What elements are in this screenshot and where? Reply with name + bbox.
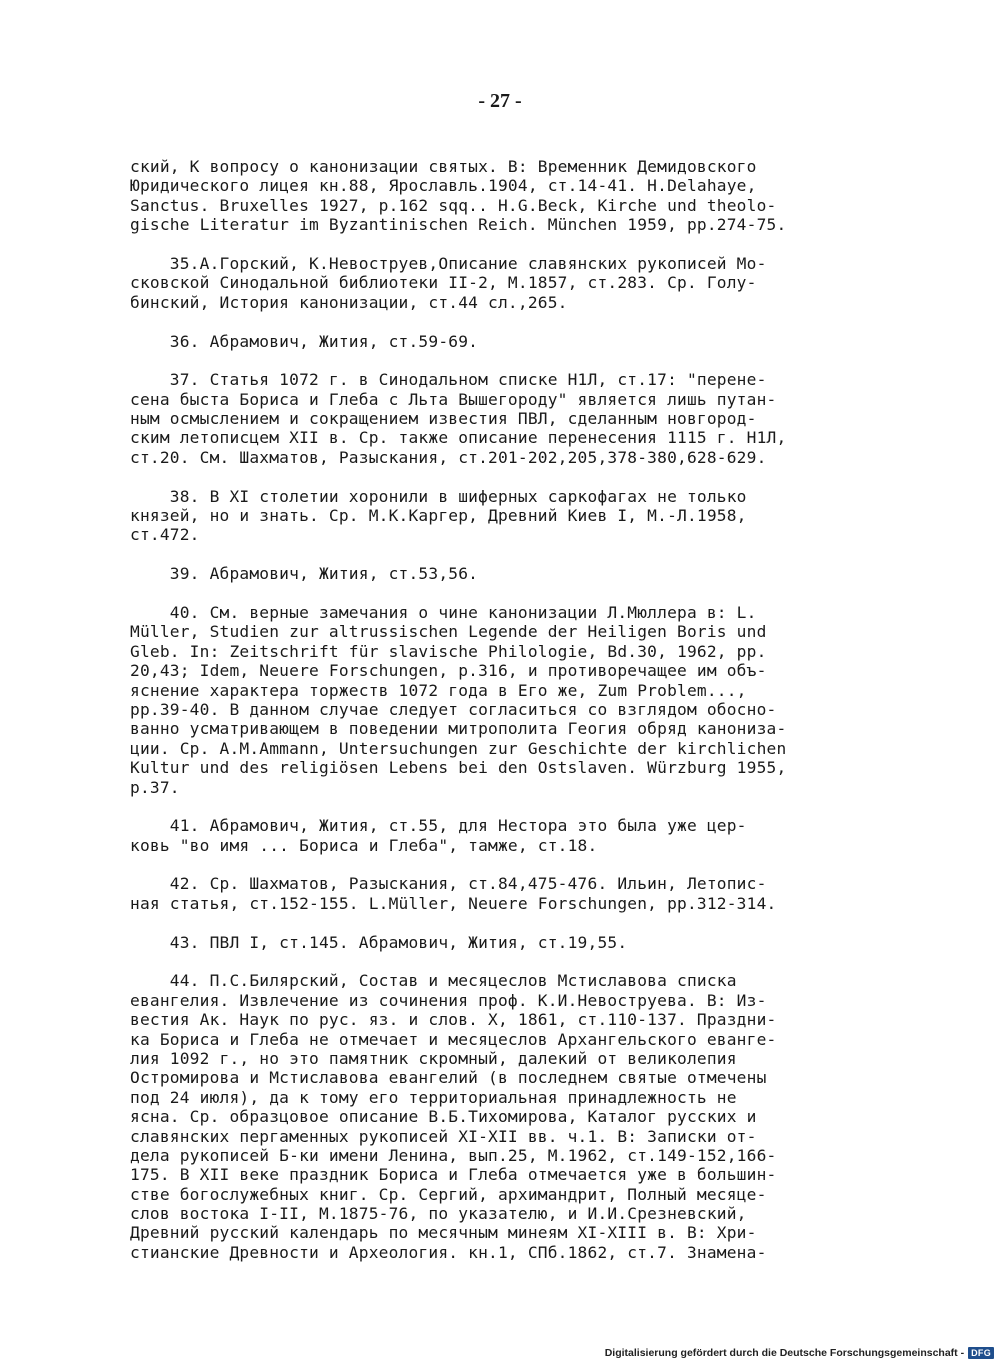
text-line: 175. В XII веке праздник Бориса и Глеба отмечается уже в большин- <box>130 1165 777 1185</box>
text-line: 35.А.Горский, К.Невоструев,Описание славянских рукописей Мо- <box>130 253 767 273</box>
text-line: ст.20. См. Шахматов, Разыскания, ст.201-202,205,378-380,628-629. <box>130 447 767 467</box>
text-line: 36. Абрамович, Жития, ст.59-69. <box>130 331 479 351</box>
text-line: ский, К вопросу о канонизации святых. В: Временник Демидовского <box>130 157 757 176</box>
text-line: евангелия. Извлечение из сочинения проф. К.И.Невоструева. В: Из- <box>130 990 767 1010</box>
text-line: князей, но и знать. Ср. М.К.Каргер, Древний Киев I, М.-Л.1958, <box>130 506 747 526</box>
footnote-paragraph <box>130 874 910 913</box>
footnote-paragraph <box>130 564 910 583</box>
text-line: яснение характера торжеств 1072 года в Его же, Zum Problem..., <box>130 680 747 700</box>
text-line: ции. Ср. A.M.Ammann, Untersuchungen zur Geschichte der kirchlichen <box>130 738 787 758</box>
footnote-paragraph <box>130 370 910 467</box>
paragraph-gap <box>130 855 910 874</box>
dfg-logo: DFG <box>968 1347 994 1359</box>
text-line: славянских пергаменных рукописей XI-XII вв. ч.1. В: Записки от- <box>130 1126 757 1146</box>
footnote-paragraph <box>130 933 910 952</box>
text-line: Müller, Studien zur altrussischen Legende der Heiligen Boris und <box>130 622 767 642</box>
text-line: 40. См. верные замечания о чине канонизации Л.Мюллера в: L. <box>130 602 757 622</box>
text-line: ским летописцем XII в. Ср. также описание перенесения 1115 г. Н1Л, <box>130 428 787 448</box>
text-line: 43. ПВЛ I, ст.145. Абрамович, Жития, ст.19,55. <box>130 932 628 952</box>
text-line: стианские Древности и Археология. кн.1, СПб.1862, ст.7. Знамена- <box>130 1242 767 1262</box>
text-line: ст.472. <box>130 525 200 545</box>
text-line: Gleb. In: Zeitschrift für slavische Philologie, Bd.30, 1962, pp. <box>130 641 767 661</box>
text-line: под 24 июля), да к тому его территориальная принадлежность не <box>130 1087 737 1107</box>
text-line: p.37. <box>130 777 180 797</box>
text-line: ным осмыслением и сокращением известия ПВЛ, сделанным новгород- <box>130 409 757 429</box>
paragraph-gap <box>130 913 910 932</box>
document-body <box>130 157 910 1262</box>
footnote-paragraph <box>130 971 910 1262</box>
footnote-paragraph <box>130 603 910 797</box>
paragraph-gap <box>130 545 910 564</box>
text-line: сена быста Бориса и Глеба с Льта Вышегороду" является лишь путан- <box>130 389 777 409</box>
text-line: 38. В XI столетии хоронили в шиферных саркофагах не только <box>130 486 747 506</box>
footnote-paragraph <box>130 157 910 235</box>
paragraph-gap <box>130 467 910 486</box>
paragraph-gap <box>130 312 910 331</box>
text-line: gische Literatur im Byzantinischen Reich. München 1959, pp.274-75. <box>130 215 787 235</box>
text-line: сковской Синодальной библиотеки II-2, М.1857, ст.283. Ср. Голу- <box>130 273 757 293</box>
paragraph-gap <box>130 235 910 254</box>
paragraph-gap <box>130 584 910 603</box>
digitization-credit <box>605 1347 994 1359</box>
paragraph-gap <box>130 952 910 971</box>
text-line: ковь "во имя ... Бориса и Глеба", тамже, ст.18. <box>130 835 598 855</box>
text-line: ная статья, ст.152-155. L.Müller, Neuere Forschungen, pp.312-314. <box>130 893 777 913</box>
footnote-paragraph <box>130 487 910 545</box>
text-line: бинский, История канонизации, ст.44 сл.,265. <box>130 292 568 312</box>
text-line: лия 1092 г., но это памятник скромный, далекий от великолепия <box>130 1048 737 1068</box>
text-line: 37. Статья 1072 г. в Синодальном списке Н1Л, ст.17: "перене- <box>130 370 767 390</box>
text-line: стве богослужебных книг. Ср. Сергий, архимандрит, Полный месяце- <box>130 1184 767 1204</box>
text-line: pp.39-40. В данном случае следует согласиться со взглядом обосно- <box>130 699 777 719</box>
text-line: 41. Абрамович, Жития, ст.55, для Нестора это была уже цер- <box>130 816 747 836</box>
text-line: ванно усматривающем в поведении митрополита Геогия обряд канониза- <box>130 719 787 739</box>
footnote-paragraph <box>130 254 910 312</box>
text-line: слов востока I-II, М.1875-76, по указателю, и И.И.Срезневский, <box>130 1204 747 1224</box>
footnote-paragraph <box>130 816 910 855</box>
text-line: 42. Ср. Шахматов, Разыскания, ст.84,475-476. Ильин, Летопис- <box>130 874 767 894</box>
text-line: Древний русский календарь по месячным минеям XI-XIII в. В: Хри- <box>130 1223 757 1243</box>
text-line: 44. П.С.Билярский, Состав и месяцеслов Мстиславова списка <box>130 971 737 991</box>
paragraph-gap <box>130 351 910 370</box>
text-line: ка Бориса и Глеба не отмечает и месяцеслов Архангельского еванге- <box>130 1029 777 1049</box>
credit-text: Digitalisierung gefördert durch die Deutsche Forschungsgemeinschaft - <box>604 1347 965 1359</box>
text-line: вестия Ак. Наук по рус. яз. и слов. X, 1861, ст.110-137. Праздни- <box>130 1010 777 1030</box>
text-line: Юридического лицея кн.88, Ярославль.1904, ст.14-41. Н.Delahaye, <box>130 176 757 196</box>
text-line: Kultur und des religiösen Lebens bei den Ostslaven. Würzburg 1955, <box>130 758 787 778</box>
text-line: дела рукописей Б-ки имени Ленина, вып.25, М.1962, ст.149-152,166- <box>130 1145 777 1165</box>
page-number: - 27 - <box>478 90 522 112</box>
text-line: 20,43; Idem, Neuere Forschungen, p.316, и противоречащее им объ- <box>130 661 767 681</box>
text-line: Sanctus. Bruxelles 1927, p.162 sqq.. H.G.Beck, Kirche und theolo- <box>130 195 777 215</box>
text-line: ясна. Ср. образцовое описание В.Б.Тихомирова, Каталог русских и <box>130 1107 757 1127</box>
footnote-paragraph <box>130 332 910 351</box>
text-line: 39. Абрамович, Жития, ст.53,56. <box>130 564 479 584</box>
paragraph-gap <box>130 797 910 816</box>
text-line: Остромирова и Мстиславова евангелий (в последнем святые отмечены <box>130 1068 767 1088</box>
